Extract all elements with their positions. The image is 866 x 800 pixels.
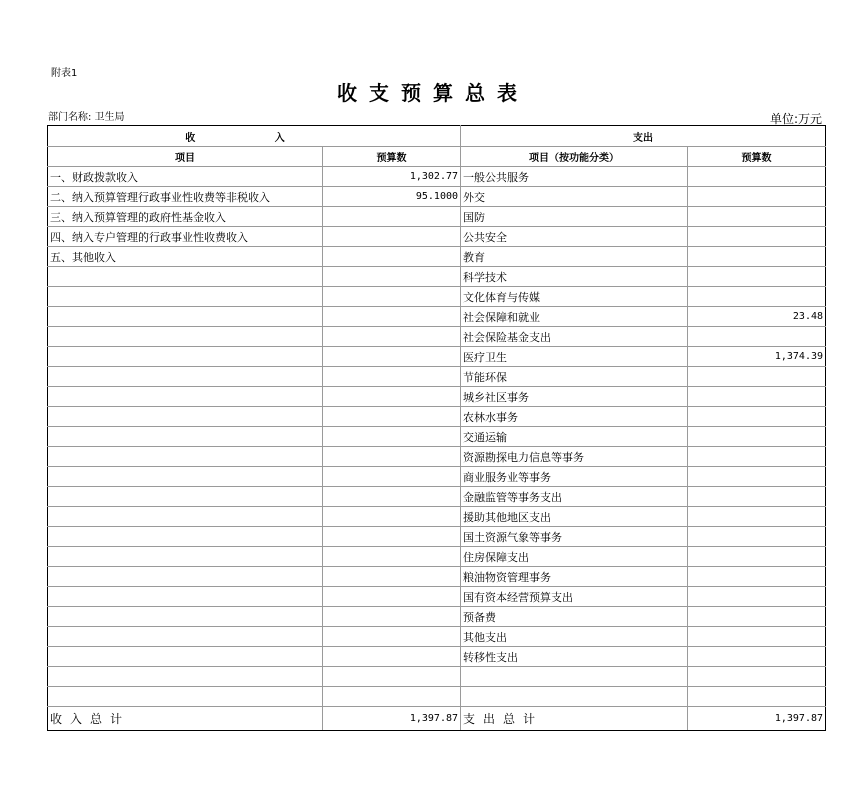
expense-item-cell: 医疗卫生 xyxy=(461,347,688,367)
income-total-amount: 1,397.87 xyxy=(323,707,461,731)
expense-item-cell xyxy=(461,687,688,707)
income-item-cell xyxy=(48,287,323,307)
income-amount-cell xyxy=(323,487,461,507)
income-amount-cell xyxy=(323,207,461,227)
table-row xyxy=(48,247,826,267)
table-row xyxy=(48,667,826,687)
table-row xyxy=(48,287,826,307)
table-row xyxy=(48,487,826,507)
expense-item-cell: 城乡社区事务 xyxy=(461,387,688,407)
table-row xyxy=(48,227,826,247)
table-row xyxy=(48,647,826,667)
expense-header: 支出 xyxy=(461,126,826,147)
unit-label: 单位:万元 xyxy=(769,112,822,126)
expense-item-cell: 国土资源气象等事务 xyxy=(461,527,688,547)
expense-amount-cell xyxy=(688,427,826,447)
income-item-cell: 五、其他收入 xyxy=(48,247,323,267)
income-item-cell: 二、纳入预算管理行政事业性收费等非税收入 xyxy=(48,187,323,207)
income-item-cell xyxy=(48,307,323,327)
expense-item-cell: 社会保险基金支出 xyxy=(461,327,688,347)
expense-item-cell: 粮油物资管理事务 xyxy=(461,567,688,587)
income-amount-cell xyxy=(323,387,461,407)
expense-item-cell: 交通运输 xyxy=(461,427,688,447)
expense-amount-cell xyxy=(688,207,826,227)
expense-item-cell: 其他支出 xyxy=(461,627,688,647)
budget-table xyxy=(47,125,826,731)
table-row xyxy=(48,387,826,407)
income-amount-cell xyxy=(323,307,461,327)
expense-item-cell: 外交 xyxy=(461,187,688,207)
table-row xyxy=(48,207,826,227)
income-amount-cell xyxy=(323,527,461,547)
expense-amount-cell xyxy=(688,667,826,687)
expense-amount-cell xyxy=(688,187,826,207)
expense-item-cell: 国有资本经营预算支出 xyxy=(461,587,688,607)
table-row xyxy=(48,547,826,567)
expense-amount-cell xyxy=(688,547,826,567)
expense-amount-cell xyxy=(688,647,826,667)
income-amount-cell xyxy=(323,467,461,487)
table-row xyxy=(48,267,826,287)
expense-total-label: 支出总计 xyxy=(461,707,688,731)
income-amount-cell: 1,302.77 xyxy=(323,167,461,187)
income-item-cell xyxy=(48,647,323,667)
income-item-cell xyxy=(48,467,323,487)
table-row xyxy=(48,687,826,707)
table-row xyxy=(48,407,826,427)
expense-amount-cell: 23.48 xyxy=(688,307,826,327)
expense-amount-cell xyxy=(688,507,826,527)
table-row xyxy=(48,527,826,547)
table-row xyxy=(48,447,826,467)
income-amount-cell xyxy=(323,427,461,447)
expense-item-cell: 社会保障和就业 xyxy=(461,307,688,327)
income-amount-cell xyxy=(323,547,461,567)
income-item-cell: 一、财政拨款收入 xyxy=(48,167,323,187)
expense-item-cell: 援助其他地区支出 xyxy=(461,507,688,527)
income-amount-cell xyxy=(323,367,461,387)
expense-item-cell: 住房保障支出 xyxy=(461,547,688,567)
expense-amount-cell xyxy=(688,267,826,287)
total-row xyxy=(48,707,826,731)
income-amount-cell xyxy=(323,407,461,427)
income-total-label: 收入总计 xyxy=(48,707,323,731)
income-item-cell xyxy=(48,487,323,507)
expense-amount-cell xyxy=(688,467,826,487)
expense-total-amount: 1,397.87 xyxy=(688,707,826,731)
income-item-cell xyxy=(48,507,323,527)
income-amount-cell xyxy=(323,587,461,607)
expense-item-cell: 资源勘探电力信息等事务 xyxy=(461,447,688,467)
income-item-cell xyxy=(48,327,323,347)
expense-amount-cell xyxy=(688,327,826,347)
expense-item-cell: 科学技术 xyxy=(461,267,688,287)
income-amount-cell xyxy=(323,227,461,247)
expense-item-cell: 金融监管等事务支出 xyxy=(461,487,688,507)
col-header-budget: 预算数 xyxy=(323,147,461,167)
income-item-cell xyxy=(48,367,323,387)
income-amount-cell xyxy=(323,567,461,587)
table-row xyxy=(48,347,826,367)
income-amount-cell xyxy=(323,327,461,347)
expense-item-cell: 公共安全 xyxy=(461,227,688,247)
income-item-cell xyxy=(48,687,323,707)
expense-amount-cell xyxy=(688,447,826,467)
income-item-cell xyxy=(48,527,323,547)
income-amount-cell: 95.1000 xyxy=(323,187,461,207)
income-amount-cell xyxy=(323,607,461,627)
income-item-cell xyxy=(48,587,323,607)
expense-amount-cell: 1,374.39 xyxy=(688,347,826,367)
income-item-cell: 三、纳入预算管理的政府性基金收入 xyxy=(48,207,323,227)
expense-amount-cell xyxy=(688,167,826,187)
income-item-cell xyxy=(48,267,323,287)
income-amount-cell xyxy=(323,507,461,527)
attachment-label: 附表1 xyxy=(51,68,78,79)
income-item-cell xyxy=(48,607,323,627)
table-row xyxy=(48,367,826,387)
table-row xyxy=(48,567,826,587)
col-header-func-budget: 预算数 xyxy=(688,147,826,167)
expense-amount-cell xyxy=(688,387,826,407)
expense-item-cell: 预备费 xyxy=(461,607,688,627)
expense-item-cell: 教育 xyxy=(461,247,688,267)
page-title: 收支预算总表 xyxy=(337,81,529,105)
table-row xyxy=(48,467,826,487)
income-item-cell xyxy=(48,407,323,427)
income-item-cell xyxy=(48,547,323,567)
table-row xyxy=(48,187,826,207)
income-item-cell xyxy=(48,567,323,587)
table-row xyxy=(48,327,826,347)
expense-amount-cell xyxy=(688,527,826,547)
income-header: 收 入 xyxy=(48,126,461,147)
expense-item-cell: 商业服务业等事务 xyxy=(461,467,688,487)
expense-amount-cell xyxy=(688,227,826,247)
col-header-item: 项目 xyxy=(48,147,323,167)
income-item-cell xyxy=(48,627,323,647)
income-amount-cell xyxy=(323,647,461,667)
table-row xyxy=(48,607,826,627)
expense-amount-cell xyxy=(688,607,826,627)
expense-item-cell: 节能环保 xyxy=(461,367,688,387)
income-amount-cell xyxy=(323,267,461,287)
table-row xyxy=(48,307,826,327)
table-row xyxy=(48,427,826,447)
expense-item-cell: 国防 xyxy=(461,207,688,227)
expense-amount-cell xyxy=(688,687,826,707)
expense-amount-cell xyxy=(688,627,826,647)
expense-amount-cell xyxy=(688,367,826,387)
income-amount-cell xyxy=(323,627,461,647)
expense-amount-cell xyxy=(688,287,826,307)
expense-item-cell: 农林水事务 xyxy=(461,407,688,427)
expense-item-cell: 转移性支出 xyxy=(461,647,688,667)
table-row xyxy=(48,507,826,527)
income-amount-cell xyxy=(323,687,461,707)
income-amount-cell xyxy=(323,247,461,267)
table-row xyxy=(48,587,826,607)
income-item-cell xyxy=(48,347,323,367)
income-amount-cell xyxy=(323,287,461,307)
expense-amount-cell xyxy=(688,587,826,607)
expense-amount-cell xyxy=(688,407,826,427)
budget-table-body xyxy=(48,126,826,731)
income-item-cell xyxy=(48,447,323,467)
col-header-func-item: 项目（按功能分类） xyxy=(461,147,688,167)
income-amount-cell xyxy=(323,447,461,467)
income-item-cell xyxy=(48,667,323,687)
table-row xyxy=(48,627,826,647)
header-row-columns xyxy=(48,147,826,167)
expense-item-cell: 文化体育与传媒 xyxy=(461,287,688,307)
department-name: 部门名称: 卫生局 xyxy=(48,112,125,123)
income-item-cell xyxy=(48,427,323,447)
table-row xyxy=(48,167,826,187)
expense-item-cell: 一般公共服务 xyxy=(461,167,688,187)
income-item-cell: 四、纳入专户管理的行政事业性收费收入 xyxy=(48,227,323,247)
expense-amount-cell xyxy=(688,567,826,587)
income-amount-cell xyxy=(323,347,461,367)
header-row-groups xyxy=(48,126,826,147)
expense-amount-cell xyxy=(688,247,826,267)
income-amount-cell xyxy=(323,667,461,687)
expense-item-cell xyxy=(461,667,688,687)
income-item-cell xyxy=(48,387,323,407)
expense-amount-cell xyxy=(688,487,826,507)
